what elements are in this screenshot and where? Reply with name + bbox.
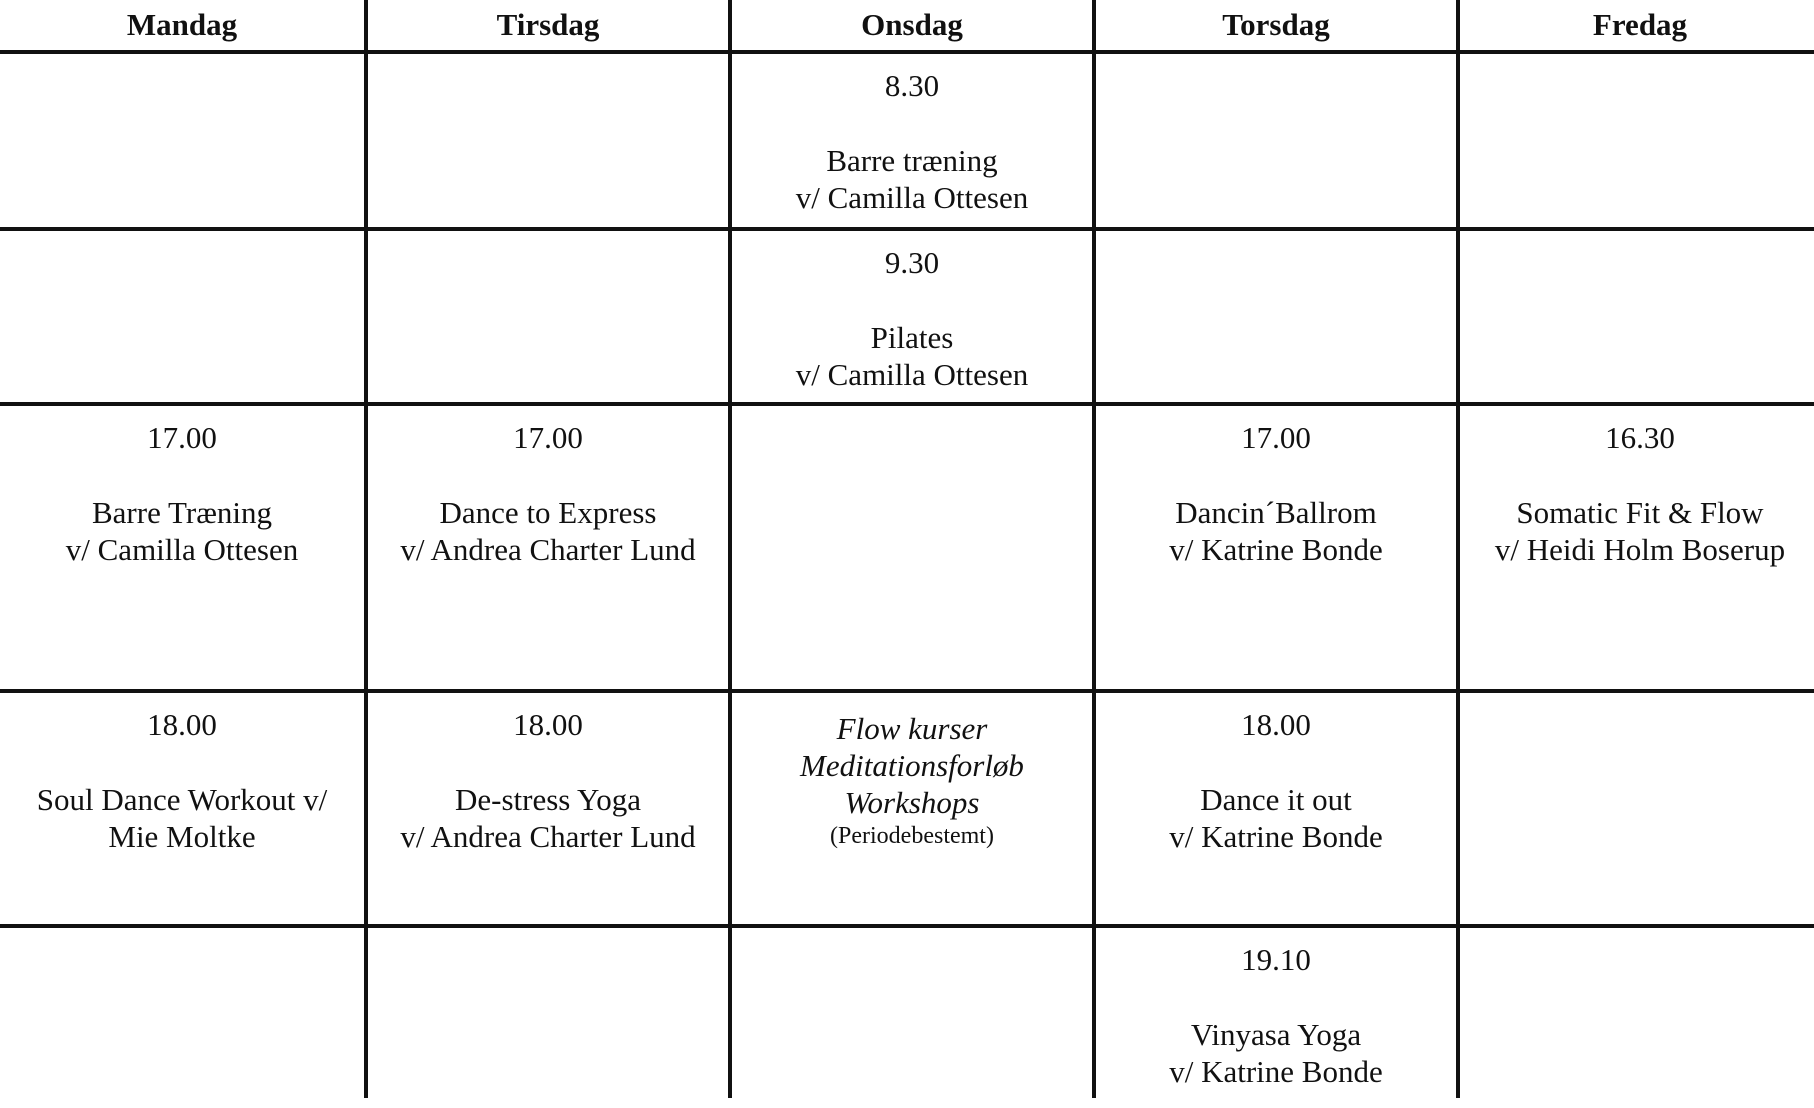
class-time: 17.00 — [147, 420, 217, 455]
class-instructor: v/ Katrine Bonde — [1169, 532, 1383, 567]
schedule-cell-friday-row-5 — [1458, 928, 1814, 1098]
class-instructor: v/ Camilla Ottesen — [65, 532, 299, 567]
class-time: 18.00 — [147, 707, 217, 742]
class-name: De-stress Yoga — [455, 782, 641, 817]
class-name: Dance to Express — [439, 495, 657, 530]
schedule-cell-monday-row-3 — [0, 406, 364, 689]
schedule-cell-friday-row-1 — [1458, 54, 1814, 227]
class-time: 8.30 — [884, 68, 940, 103]
class-name: Barre Træning — [92, 495, 272, 530]
class-instructor: v/ Andrea Charter Lund — [400, 819, 696, 854]
class-name: Vinyasa Yoga — [1190, 1017, 1362, 1052]
class-time: 18.00 — [513, 707, 583, 742]
offering-label: Flow kurser — [836, 711, 988, 746]
class-name: Barre træning — [826, 143, 998, 178]
schedule-cell-tuesday-row-2 — [366, 231, 730, 402]
day-header-thursday: Torsdag — [1222, 7, 1330, 42]
class-time: 19.10 — [1241, 942, 1311, 977]
offering-label: Meditationsforløb — [800, 748, 1024, 783]
day-header-wednesday: Onsdag — [861, 7, 963, 42]
day-header-friday: Fredag — [1592, 7, 1688, 42]
schedule-cell-monday-row-4 — [0, 693, 364, 924]
schedule-cell-friday-row-3 — [1458, 406, 1814, 689]
class-instructor: Mie Moltke — [108, 819, 256, 854]
schedule-cell-monday-row-2 — [0, 231, 364, 402]
schedule-cell-wednesday-row-1 — [730, 54, 1094, 227]
class-instructor: v/ Camilla Ottesen — [795, 180, 1029, 215]
class-time: 18.00 — [1241, 707, 1311, 742]
class-time: 16.30 — [1605, 420, 1675, 455]
class-instructor: v/ Katrine Bonde — [1169, 819, 1383, 854]
class-instructor: v/ Heidi Holm Boserup — [1494, 532, 1786, 567]
schedule-cell-thursday-row-4 — [1094, 693, 1458, 924]
class-name: Pilates — [870, 320, 954, 355]
class-name: Somatic Fit & Flow — [1516, 495, 1764, 530]
schedule-cell-wednesday-row-3 — [730, 406, 1094, 689]
schedule-cell-monday-row-5 — [0, 928, 364, 1098]
class-instructor: v/ Katrine Bonde — [1169, 1054, 1383, 1089]
schedule-cell-wednesday-row-4 — [730, 693, 1094, 924]
schedule-cell-wednesday-row-5 — [730, 928, 1094, 1098]
schedule-cell-tuesday-row-3 — [366, 406, 730, 689]
schedule-cell-tuesday-row-5 — [366, 928, 730, 1098]
schedule-cell-thursday-row-5 — [1094, 928, 1458, 1098]
schedule-cell-monday-row-1 — [0, 54, 364, 227]
schedule-cell-thursday-row-3 — [1094, 406, 1458, 689]
period-note: (Periodebestemt) — [830, 823, 994, 849]
schedule-cell-friday-row-4 — [1458, 693, 1814, 924]
class-time: 17.00 — [513, 420, 583, 455]
schedule-cell-friday-row-2 — [1458, 231, 1814, 402]
class-name: Dancin´Ballrom — [1175, 495, 1377, 530]
schedule-cell-tuesday-row-1 — [366, 54, 730, 227]
schedule-cell-thursday-row-1 — [1094, 54, 1458, 227]
class-time: 17.00 — [1241, 420, 1311, 455]
class-name: Soul Dance Workout v/ — [36, 782, 328, 817]
schedule-cell-wednesday-row-2 — [730, 231, 1094, 402]
day-header-tuesday: Tirsdag — [496, 7, 600, 42]
class-time: 9.30 — [884, 245, 940, 280]
day-header-monday: Mandag — [126, 7, 238, 42]
offering-label: Workshops — [844, 785, 980, 820]
schedule-cell-tuesday-row-4 — [366, 693, 730, 924]
schedule-cell-thursday-row-2 — [1094, 231, 1458, 402]
class-instructor: v/ Camilla Ottesen — [795, 357, 1029, 392]
class-name: Dance it out — [1200, 782, 1352, 817]
class-instructor: v/ Andrea Charter Lund — [400, 532, 696, 567]
